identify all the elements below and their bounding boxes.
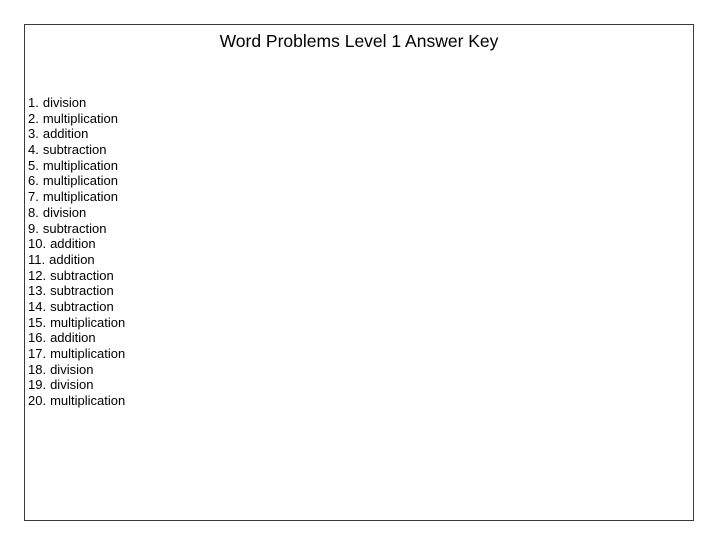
list-item: [28, 189, 125, 205]
item-number: 8.: [28, 204, 39, 220]
item-operation: multiplication: [50, 393, 126, 409]
list-item: [28, 315, 125, 331]
list-item: [28, 283, 125, 299]
slide-frame: [24, 24, 694, 521]
item-number: 12.: [28, 267, 47, 283]
item-operation: division: [50, 377, 94, 393]
item-operation: multiplication: [42, 173, 118, 189]
list-item: [28, 95, 125, 111]
list-item: [28, 330, 125, 346]
item-operation: addition: [49, 251, 95, 267]
answer-list: [28, 95, 125, 409]
list-item: [28, 252, 125, 268]
list-item: [28, 158, 125, 174]
list-item: [28, 377, 125, 393]
item-number: 14.: [28, 298, 47, 314]
item-operation: addition: [42, 126, 89, 142]
item-number: 3.: [28, 126, 39, 142]
item-number: 7.: [28, 189, 39, 205]
item-number: 17.: [28, 346, 47, 361]
list-item: [28, 126, 125, 142]
item-operation: division: [50, 361, 94, 377]
item-operation: addition: [50, 330, 96, 346]
item-operation: subtraction: [50, 267, 114, 283]
item-number: 19.: [28, 377, 47, 393]
item-operation: addition: [50, 236, 96, 252]
item-number: 2.: [28, 110, 39, 126]
item-operation: multiplication: [50, 346, 126, 361]
item-number: 13.: [28, 283, 47, 299]
item-number: 9.: [28, 220, 39, 236]
item-operation: subtraction: [42, 142, 107, 158]
item-operation: multiplication: [42, 157, 118, 173]
item-operation: subtraction: [50, 298, 114, 314]
item-operation: subtraction: [42, 220, 107, 236]
item-number: 20.: [28, 393, 47, 409]
item-number: 15.: [28, 314, 47, 330]
item-number: 11.: [28, 251, 46, 267]
item-number: 16.: [28, 330, 47, 346]
item-number: 18.: [28, 361, 47, 377]
item-operation: multiplication: [50, 314, 126, 330]
item-operation: subtraction: [50, 283, 114, 299]
list-item: [28, 173, 125, 189]
list-item: [28, 346, 125, 362]
list-item: [28, 142, 125, 158]
list-item: [28, 205, 125, 221]
list-item: [28, 221, 125, 237]
item-number: 5.: [28, 157, 39, 173]
item-number: 1.: [28, 95, 39, 110]
item-operation: multiplication: [42, 189, 118, 205]
item-operation: division: [42, 204, 87, 220]
list-item: [28, 236, 125, 252]
list-item: [28, 362, 125, 378]
list-item: [28, 393, 125, 409]
item-number: 6.: [28, 173, 39, 189]
item-operation: multiplication: [42, 110, 118, 126]
item-number: 10.: [28, 236, 47, 252]
list-item: [28, 268, 125, 284]
list-item: [28, 111, 125, 127]
item-number: 4.: [28, 142, 39, 158]
item-operation: division: [42, 95, 87, 110]
list-item: [28, 299, 125, 315]
page-title: Word Problems Level 1 Answer Key: [219, 31, 499, 51]
